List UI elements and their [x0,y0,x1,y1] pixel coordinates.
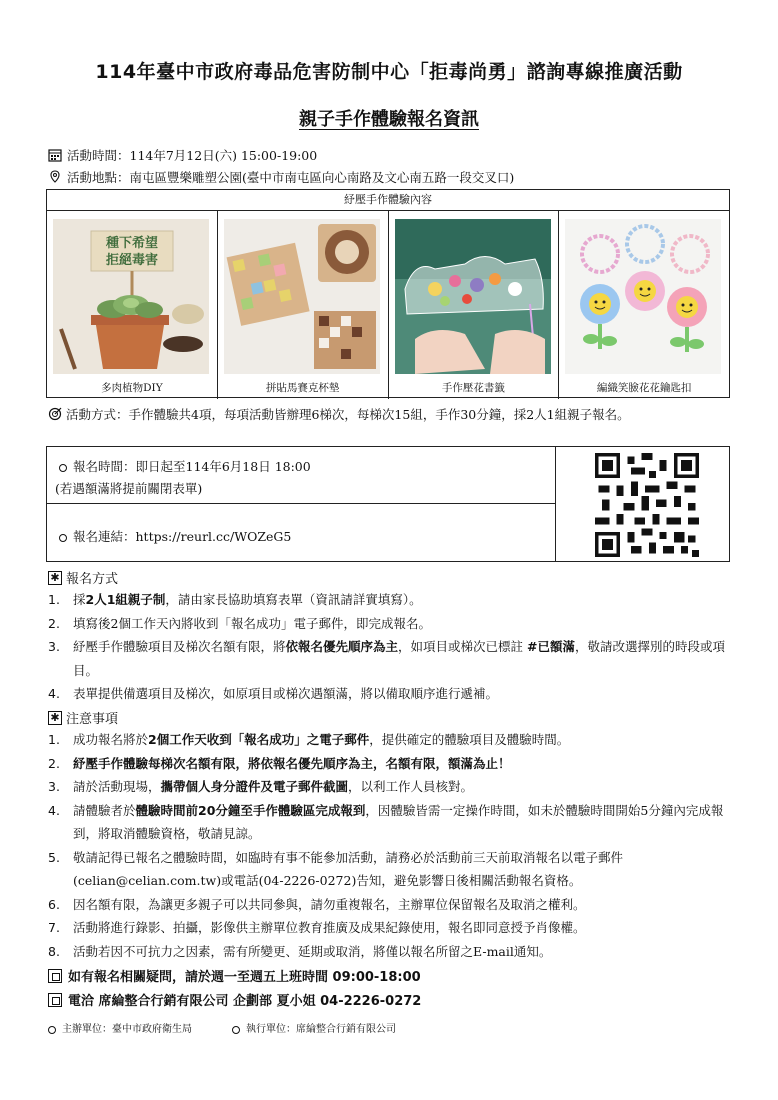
bullet-icon [232,1026,240,1034]
bullet-icon [48,1026,56,1034]
signup-header [48,568,118,587]
notes-item: 5. 敬請記得已報名之體驗時間，如臨時有事不能參加活動，請務必於活動前三天前取消報名以電子郵件(celian@celian.com.tw)或電話(04-2226-0272)告知，避免影響日後相關活動報名資格。 [48,849,624,888]
workshop-caption-4: 編織笑臉花花鑰匙扣 [596,382,692,394]
subtitle-text: 親子手作體驗報名資訊 [299,109,479,130]
notes-item: 2. 紓壓手作體驗每梯次名額有限，將依報名優先順序為主，名額有限，額滿為止！ [48,755,511,771]
sign-line-2: 拒絕毒害 [105,253,159,268]
event-time [48,146,317,164]
registration-box [46,446,730,562]
workshop-table [46,189,730,398]
target-icon [48,407,62,421]
succulent-plant-photo [53,219,209,374]
workshop-caption-1: 多肉植物DIY [101,382,163,394]
contact-line-2 [48,990,421,1009]
event-place [48,168,514,186]
smiley-flower-keychain-photo [565,219,721,374]
bullet-icon [59,464,67,472]
footer [48,1020,396,1035]
contact-line-1 [48,966,421,985]
notes-list [48,728,738,963]
contact-line-2-text: 電洽 席綸整合行銷有限公司 企劃部 夏小姐 04-2226-0272 [68,994,422,1009]
notes-item: 7. 活動將進行錄影、拍攝，影像供主辦單位教育推廣及成果紀錄使用，報名即同意授予肖像權。 [48,920,586,935]
notes-item: 4. 請體驗者於體驗時間前20分鐘至手作體驗區完成報到，因體驗皆需一定操作時間，如未於體驗時間開始5分鐘內完成報到，將取消體驗資格，敬請見諒。 [48,802,724,841]
activity-method [48,404,738,426]
workshop-caption-3: 手作壓花書籤 [441,382,505,394]
notes-item: 1. 成功報名將於2個工作天收到「報名成功」之電子郵件，提供確定的體驗項目及體驗時間。 [48,732,570,747]
registration-time [59,457,311,475]
pressed-flower-bookmark-photo [395,219,551,374]
signup-item: 3. 紓壓手作體驗項目及梯次名額有限，將依報名優先順序為主，如項目或梯次已標註 #已額滿，敬請改選擇別的時段或項目。 [48,639,726,678]
notes-header [48,708,118,727]
signup-header-text: 報名方式 [66,572,119,587]
location-pin-icon [48,170,62,184]
notes-item: 8. 活動若因不可抗力之因素，需有所變更、延期或取消，將僅以報名所留之E-mail通知。 [48,943,552,959]
workshop-item-bookmark [389,211,560,399]
signup-item: 2. 填寫後2個工作天內將收到「報名成功」電子郵件，即完成報名。 [48,615,431,631]
asterisk-box-icon: ✱ [48,711,62,725]
notes-item: 6. 因名額有限，為讓更多親子可以共同參與，請勿重複報名，主辦單位保留報名及取消之權利。 [48,896,586,912]
workshop-item-keychain [559,211,729,399]
signup-item: 4. 表單提供備選項目及梯次，如原項目或梯次遇額滿，將以備取順序進行遞補。 [48,686,499,701]
calendar-icon [48,148,62,162]
workshop-item-succulent [47,211,218,399]
activity-method-text: 活動方式：手作體驗共4項，每項活動皆辦理6梯次，每梯次15組，手作30分鐘，採2人1組親子報名。 [66,407,630,422]
sign-line-1: 種下希望 [105,236,159,251]
contact-line-1-text: 如有報名相關疑問，請於週一至週五上班時間 09:00-18:00 [68,970,421,985]
bullet-icon [59,534,67,542]
phone-icon [48,969,62,983]
registration-time-text: 報名時間：即日起至114年6月18日 18:00 [73,459,311,474]
qr-code-icon[interactable] [595,453,699,557]
registration-link-text[interactable]: 報名連結：https://reurl.cc/WOZeG5 [73,529,292,544]
footer-organizer: 主辦單位：臺中市政府衛生局 [48,1020,192,1035]
registration-link[interactable] [59,527,291,545]
signup-item: 1. 採2人1組親子制，請由家長協助填寫表單（資訊請詳實填寫）。 [48,592,422,607]
event-place-text: 活動地點：南屯區豐樂雕塑公園(臺中市南屯區向心南路及文心南五路一段交叉口) [67,170,515,185]
footer-executor: 執行單位：席綸整合行銷有限公司 [232,1020,396,1035]
page-subtitle [0,105,778,131]
workshop-item-mosaic [218,211,389,399]
event-time-text: 活動時間：114年7月12日(六) 15:00-19:00 [67,148,318,163]
asterisk-box-icon: ✱ [48,571,62,585]
phone-icon [48,993,62,1007]
page-title: 114年臺中市政府毒品危害防制中心「拒毒尚勇」諮詢專線推廣活動 [95,61,683,83]
registration-note: (若遇額滿將提前關閉表單) [55,481,203,496]
notes-item: 3. 請於活動現場，攜帶個人身分證件及電子郵件截圖，以利工作人員核對。 [48,779,474,794]
signup-list [48,588,738,706]
mosaic-coaster-photo [224,219,380,374]
notes-header-text: 注意事項 [66,712,119,727]
workshop-caption-2: 拼貼馬賽克杯墊 [265,382,340,394]
workshop-header: 紓壓手作體驗內容 [47,190,729,211]
